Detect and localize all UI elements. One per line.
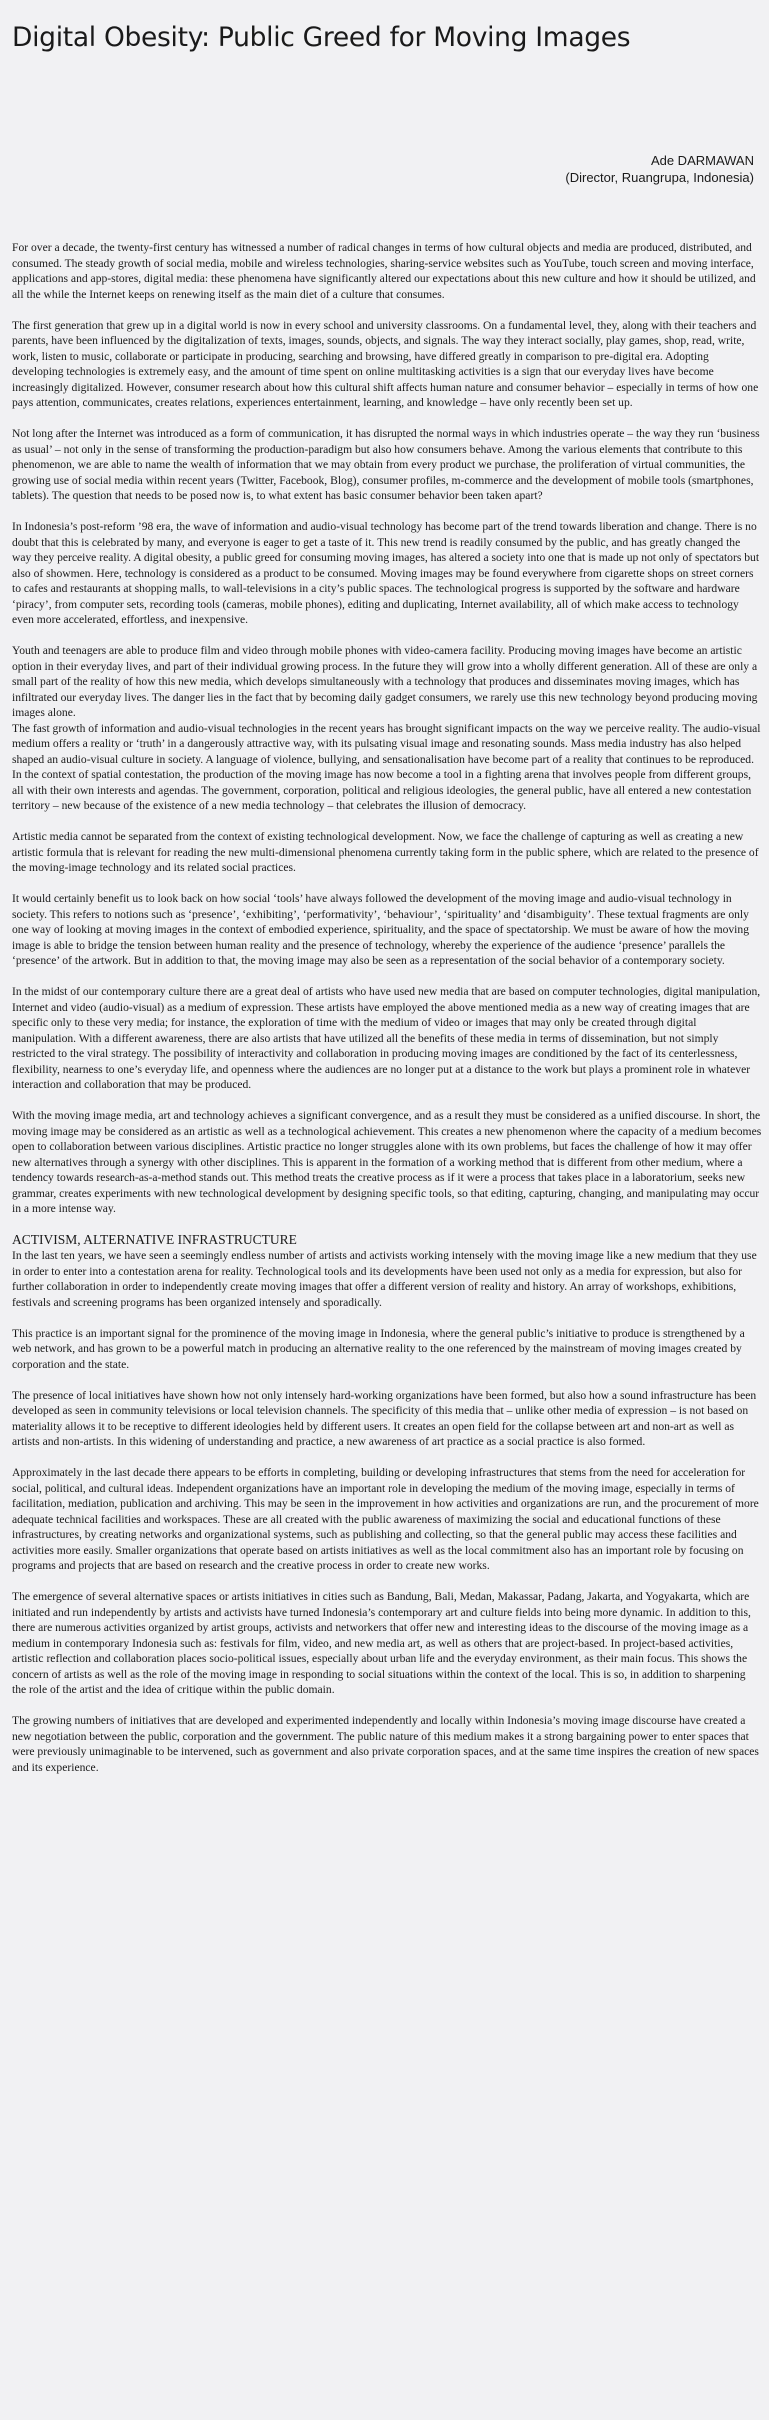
paragraph: Artistic media cannot be separated from the context of existing technological development. Now, we face the challenge of capturing as well as creating a new artistic formula that is relevant for reading the new multi-dimensional phenomena currently taking form in the public sphere, which are related to the presence of the moving-image technology and its related social practices.: [12, 830, 759, 874]
author-name: Ade DARMAWAN: [650, 153, 754, 168]
paragraph: For over a decade, the twenty-first century has witnessed a number of radical changes in terms of how cultural objects and media are produced, distributed, and consumed. The steady growth of social media, mobile and wireless technologies, sharing-service websites such as YouTube, touch screen and moving interface, applications and app-stores, digital media: these phenomena have significantly altered our expectations about this new culture and how it should be utilized, and all the while the Internet keeps on renewing itself as the main diet of a culture that consumes.: [12, 241, 756, 301]
author-role: (Director, Ruangrupa, Indonesia): [565, 170, 754, 185]
paragraph: This practice is an important signal for the prominence of the moving image in Indonesia, where the general public’s initiative to produce is strengthened by a web network, and has grown to be a powerful match in producing an alternative reality to the one referenced by the mainstream of moving images created by corporation and the state.: [12, 1326, 745, 1371]
paragraph: In the last ten years, we have seen a seemingly endless number of artists and activists working intensely with the moving image like a new medium that they use in order to enter into a contestation arena for reality. Technological tools and its developments have been used not only as a media for expression, but also for further collaboration in order to independently create moving images that offer a different version of reality and history. An array of workshops, exhibitions, festivals and screening programs has been organized intensely and sporadically.: [12, 1249, 757, 1309]
article-title: Digital Obesity: Public Greed for Moving Images: [12, 22, 631, 53]
paragraph: The first generation that grew up in a digital world is now in every school and university classrooms. On a fundamental level, they, along with their teachers and parents, have been influenced by the digitalization of texts, images, sounds, objects, and signals. The way they interact socially, play games, shop, read, write, work, listen to music, collaborate or participate in producing, searching and browsing, have differed greatly in comparison to pre-digital era. Adopting developing technologies is extremely easy, and the amount of time spent on online multitasking activities is a sign that our everyday lives have become increasingly digitalized. However, consumer research about how this cultural shift affects human nature and consumer behavior – especially in terms of how one pays attention, communicates, creates relations, experiences entertainment, learning, and knowledge – have only recently been set up.: [12, 318, 759, 409]
paragraph: Not long after the Internet was introduced as a form of communication, it has disrupted the normal ways in which industries operate – the way they run ‘business as usual’ – not only in the sense of transforming the production-paradigm but also how consumers behave. Among the various elements that contribute to this phenomenon, we are able to name the wealth of information that we may obtain from every product we purchase, the proliferation of virtual communities, the growing use of social media within recent years (Twitter, Facebook, Blog), consumer profiles, m-commerce and the development of mobile tools (smartphones, tablets). The question that needs to be posed now is, to what extent has basic consumer behavior been taken apart?: [12, 427, 760, 502]
paragraph: Youth and teenagers are able to produce film and video through mobile phones with video-camera facility. Producing moving images have become an artistic option in their everyday lives, and part of their individual growing process. In the future they will grow into a wholly different generation. All of these are only a small part of the reality of how this new media, which develops simultaneously with a technology that produces and disseminates moving images, which has infiltrated our everyday lives. The danger lies in the fact that by becoming daily gadget consumers, we rarely use this new technology beyond producing moving images alone.: [12, 644, 758, 719]
section-heading: ACTIVISM, ALTERNATIVE INFRASTRUCTURE: [12, 1232, 297, 1247]
paragraph: It would certainly benefit us to look back on how social ‘tools’ have always followed the development of the moving image and audio-visual technology in society. This refers to notions such as ‘presence’, ‘exhibiting’, ‘performativity’, ‘behaviour’, ‘spirituality’ and ‘disambiguity’. These textual fragments are only one way of looking at moving images in the context of embodied experience, spirituality, and the space of spectatorship. We must be aware of how the moving image is able to bridge the tension between human reality and the presence of technology, whereby the experience of the audience ‘presence’ parallels the ‘presence’ of the artwork. But in addition to that, the moving image may also be seen as a representation of the social behavior of a contemporary society.: [12, 892, 750, 967]
paragraph: In the midst of our contemporary culture there are a great deal of artists who have used new media that are based on computer technologies, digital manipulation, Internet and video (audio-visual) as a medium of expression. These artists have employed the above mentioned media as a new way of creating images that are specific only to these very media; for instance, the exploration of time with the medium of video or images that may only be created through digital manipulation. With a different awareness, there are also artists that have utilized all the benefits of these media in terms of dissemination, but not simply restricted to the viral strategy. The possibility of interactivity and collaboration in producing moving images are conditioned by the fact of its centerlessness, flexibility, nearness to one’s everyday life, and openness where the audiences are no longer put at a distance to the work but plays a prominent role in whatever interaction and collaboration that may be produced.: [12, 985, 761, 1091]
paragraph: Approximately in the last decade there appears to be efforts in completing, building or developing infrastructures that stems from the need for acceleration for social, political, and cultural ideas. Independent organizations have an important role in developing the medium of the moving image, especially in terms of facilitation, mediation, publication and archiving. This may be seen in the improvement in how activities and organizations are run, and the procurement of more adequate technical facilities and workspaces. These are all created with the public awareness of maximizing the social and educational functions of these infrastructures, by creating networks and organizational systems, such as publishing and collecting, so that the general public may access these facilities and activities more easily. Smaller organizations that operate based on artists initiatives as well as the local commitment also has an important role by focusing on programs and projects that are based on research and the creative process in order to create new works.: [12, 1466, 759, 1572]
paragraph: The growing numbers of initiatives that are developed and experimented independently and locally within Indonesia’s moving image discourse have created a new negotiation between the public, corporation and the government. The public nature of this medium makes it a strong bargaining power to enter spaces that were previously unimaginable to be intervened, such as government and also private corporation spaces, and at the same time inspires the creation of new spaces and its experience.: [12, 1714, 759, 1774]
paragraph: The fast growth of information and audio-visual technologies in the recent years has brought significant impacts on the way we perceive reality. The audio-visual medium offers a reality or ‘truth’ in a dangerously attractive way, with its pulsating visual image and resonating sounds. Mass media industry has also helped shaped an audio-visual culture in society. A language of violence, bullying, and sensationalisation have become part of a reality that continues to be reproduced. In the context of spatial contestation, the production of the moving image has now become a tool in a fighting arena that involves people from different groups, all with their own interests and agendas. The government, corporation, political and religious ideologies, the general public, have all entered a new contestation territory – new because of the existence of a new media technology – that celebrates the illusion of democracy.: [12, 721, 761, 812]
paragraph: The emergence of several alternative spaces or artists initiatives in cities such as Bandung, Bali, Medan, Makassar, Padang, Jakarta, and Yogyakarta, which are initiated and run independently by artists and activists have turned Indonesia’s contemporary art and culture fields into being more dynamic. In addition to this, there are numerous activities organized by artist groups, activists and networkers that offer new and interesting ideas to the discourse of the moving image as a medium in contemporary Indonesia such as: festivals for film, video, and new media art, as well as others that are project-based. In project-based activities, artistic reflection and collaboration places socio-political issues, especially about urban life and the everyday environment, as their main focus. This shows the concern of artists as well as the role of the moving image in responding to social situations within the context of the local. This is so, in addition to sharpening the role of the artist and the idea of critique within the public domain.: [12, 1590, 751, 1696]
paragraph: In Indonesia’s post-reform ’98 era, the wave of information and audio-visual technology has become part of the trend towards liberation and change. There is no doubt that this is celebrated by many, and everyone is eager to get a taste of it. This new trend is readily consumed by the public, and has greatly changed the way they perceive reality. A digital obesity, a public greed for consuming moving images, has altered a society into one that is made up not only of spectators but also of showmen. Here, technology is considered as a product to be consumed. Moving images may be found everywhere from cigarette shops on street corners to cafes and restaurants at shopping malls, to wall-televisions in a city’s public spaces. The technological progress is supported by the software and hardware ‘piracy’, from computer sets, recording tools (cameras, mobile phones), editing and duplicating, Internet availability, all of which make access to technology even more accelerated, effortless, and inexpensive.: [12, 520, 760, 626]
article-body: [12, 240, 762, 1791]
paragraph: The presence of local initiatives have shown how not only intensely hard-working organizations have been formed, but also how a sound infrastructure has been developed as seen in community televisions or local television channels. The specificity of this media that – unlike other media of expression – is not based on materiality allows it to be receptive to different ideologies held by different users. It creates an open field for the collapse between art and non-art as well as artists and non-artists. In this widening of understanding and practice, a new awareness of art practice as a social practice is also formed.: [12, 1388, 757, 1448]
author-block: [565, 152, 754, 186]
paragraph: With the moving image media, art and technology achieves a significant convergence, and as a result they must be considered as a unified discourse. In short, the moving image may be considered as an artistic as well as a technological achievement. This creates a new phenomenon where the capacity of a medium becomes open to collaboration between various disciplines. Artistic practice no longer struggles alone with its own problems, but faces the challenge of how it may offer new alternatives through a synergy with other disciplines. This is apparent in the formation of a working method that is different from other medium, where a tendency towards research-as-a-method stands out. This method treats the creative process as if it were a process that takes place in a laboratorium, seeks new grammar, creates experiments with new technological development by designing specific tools, so that editing, capturing, changing, and manipulating may occur in a more intense way.: [12, 1109, 762, 1215]
